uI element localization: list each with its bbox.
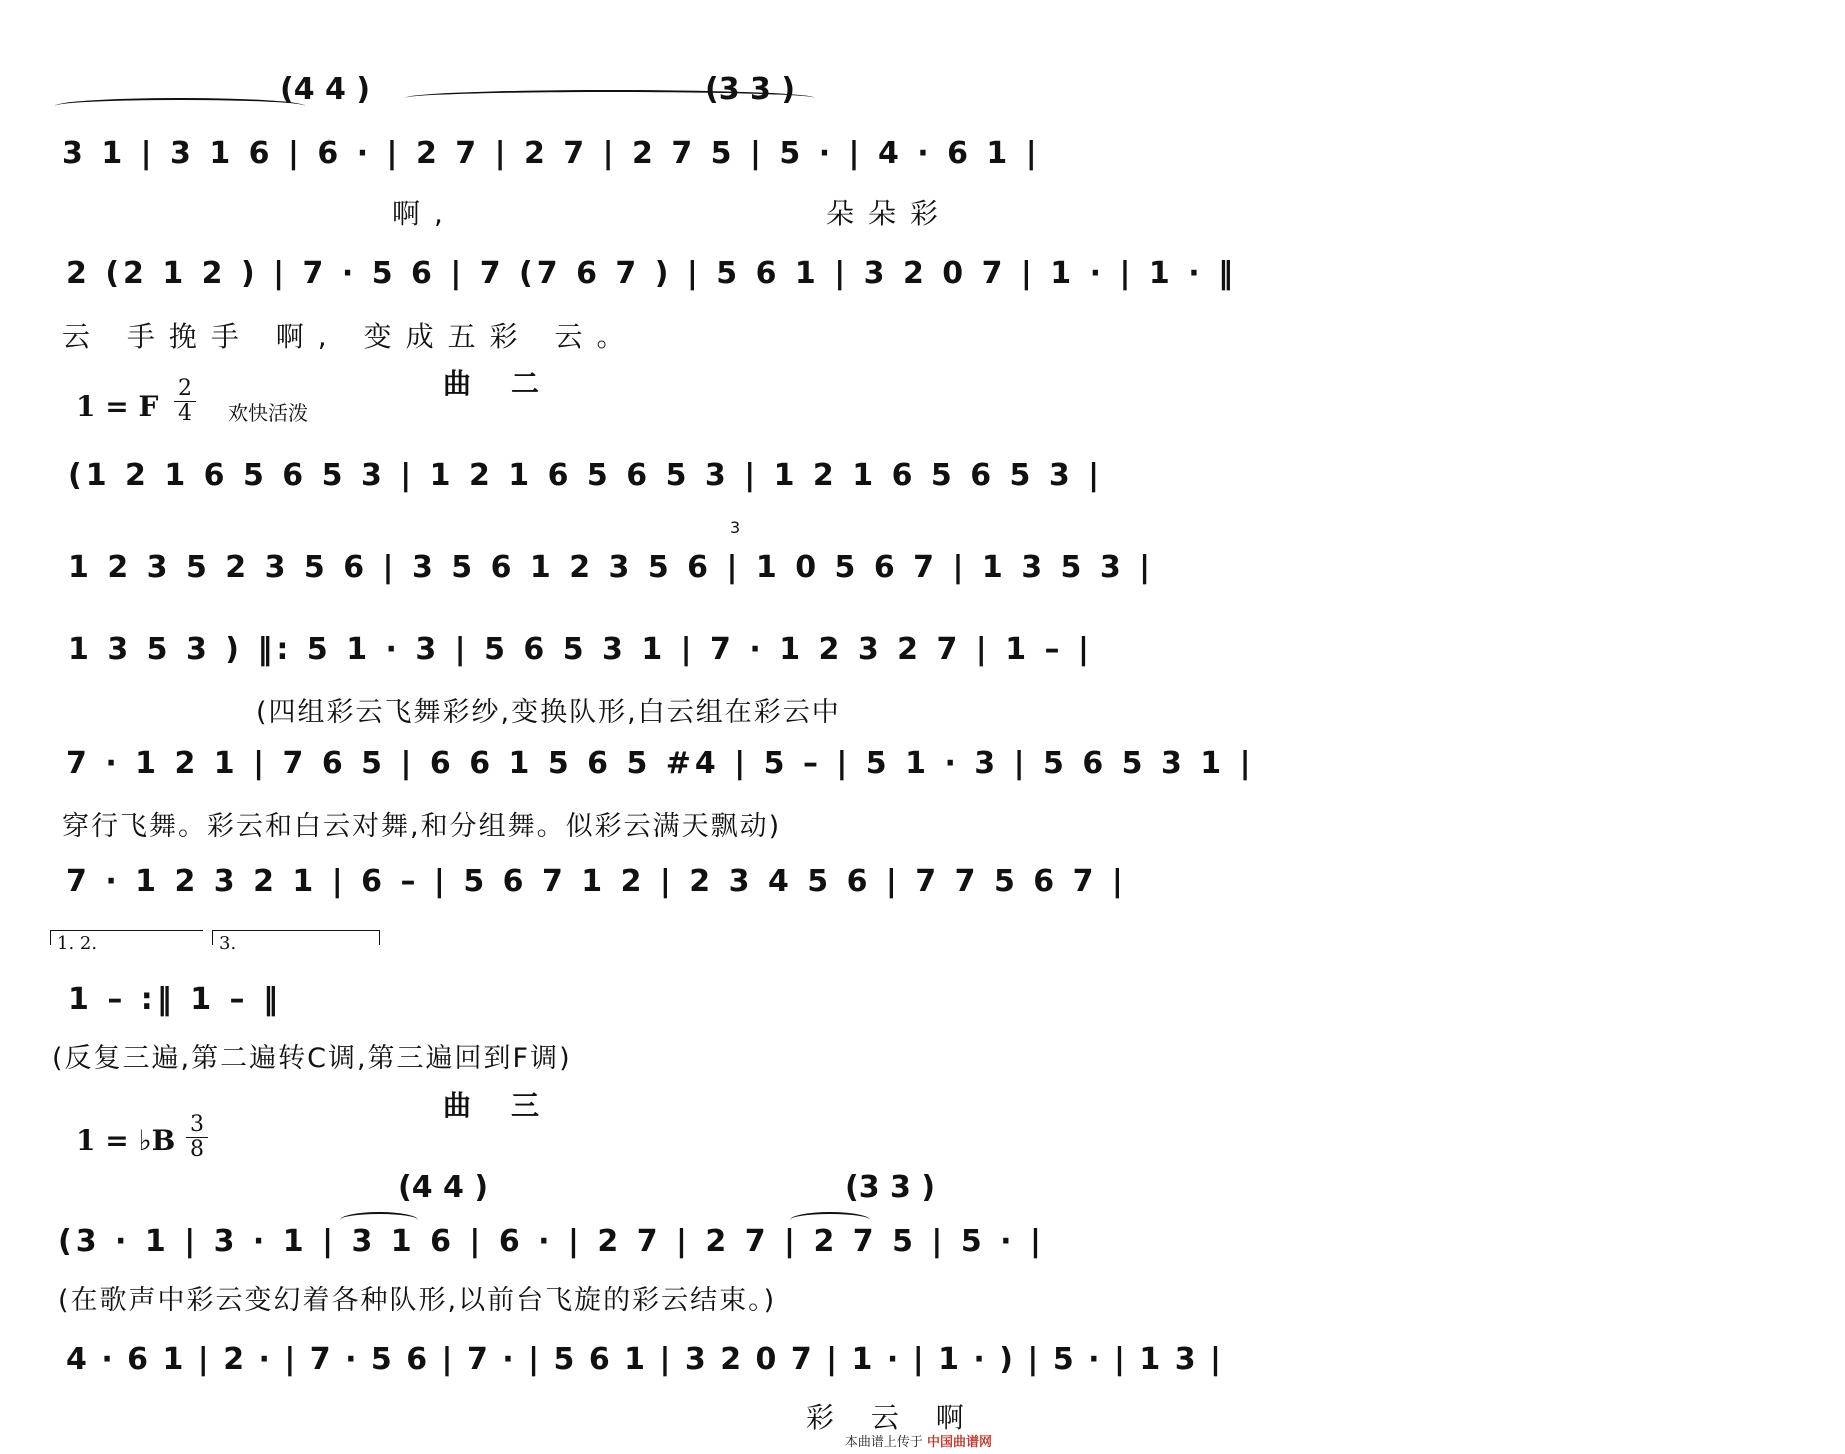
time-signature: 3 8 [186, 1114, 208, 1161]
notation-line: 1 – :‖ 1 – ‖ [68, 982, 282, 1017]
notation-line: 3 1 | 3 1 6 | 6 · | 2 7 | 2 7 | 2 7 5 | 5 · | 4 · 6 1 | [62, 136, 1041, 171]
grace-ornament: (3 3 ) [845, 1170, 936, 1205]
lyric-text: 彩 云 啊 [806, 1401, 978, 1434]
site-credit [845, 1431, 992, 1450]
credit-text: 本曲谱上传于 [844, 1435, 923, 1450]
notation-line: 4 · 6 1 | 2 · | 7 · 5 6 | 7 · | 5 6 1 | 3 2 0 7 | 1 · | 1 · ) | 5 · | 1 3 | [66, 1342, 1223, 1377]
key-signature: 1 = F [76, 390, 159, 423]
stage-direction: 穿行飞舞。彩云和白云对舞,和分组舞。似彩云满天飘动) [62, 811, 782, 842]
section-title: 曲二 [443, 367, 580, 400]
time-signature: 2 4 [174, 378, 196, 425]
grace-ornament: (3 3 ) [705, 72, 796, 107]
stage-direction: (在歌声中彩云变幻着各种队形,以前台飞旋的彩云结束。) [58, 1285, 777, 1316]
grace-ornament: (4 4 ) [398, 1170, 489, 1205]
stage-direction: (反复三遍,第二遍转C调,第三遍回到F调) [52, 1043, 572, 1074]
notation-line: 1 2 3 5 2 3 5 6 | 3 5 6 1 2 3 5 6 | 1 0 5 6 7 | 1 3 5 3 | [68, 550, 1155, 585]
tempo-marking: 欢快活泼 [228, 401, 308, 425]
notation-line: (3 · 1 | 3 · 1 | 3 1 6 | 6 · | 2 7 | 2 7 | 2 7 5 | 5 · | [58, 1224, 1045, 1259]
lyric-text: 啊, [392, 197, 457, 230]
notation-line: 7 · 1 2 1 | 7 6 5 | 6 6 1 5 6 5 #4 | 5 – | 5 1 · 3 | 5 6 5 3 1 | [66, 746, 1255, 781]
lyric-text: 云 手挽手 啊, 变成五彩 云。 [62, 320, 639, 353]
site-logo[interactable]: 中国曲谱网 [926, 1435, 992, 1450]
notation-line: 7 · 1 2 3 2 1 | 6 – | 5 6 7 1 2 | 2 3 4 5 6 | 7 7 5 6 7 | [66, 864, 1127, 899]
lyric-text: 朵朵彩 [826, 197, 953, 230]
stage-direction: (四组彩云飞舞彩纱,变换队形,白云组在彩云中 [256, 697, 841, 728]
notation-line: 2 (2 1 2 ) | 7 · 5 6 | 7 (7 6 7 ) | 5 6 1 | 3 2 0 7 | 1 · | 1 · ‖ [66, 256, 1238, 291]
section-title: 曲三 [443, 1089, 580, 1122]
volta-bracket: 1. 2. [50, 930, 203, 945]
triplet-mark: 3 [730, 518, 741, 537]
notation-line: 1 3 5 3 ) ‖: 5 1 · 3 | 5 6 5 3 1 | 7 · 1 2 3 2 7 | 1 – | [68, 632, 1093, 667]
key-signature: 1 = ♭B [76, 1124, 176, 1157]
volta-bracket: 3. [212, 930, 380, 945]
grace-ornament: (4 4 ) [280, 72, 371, 107]
notation-line: (1 2 1 6 5 6 5 3 | 1 2 1 6 5 6 5 3 | 1 2 1 6 5 6 5 3 | [68, 458, 1104, 493]
tie-arc [55, 98, 305, 114]
